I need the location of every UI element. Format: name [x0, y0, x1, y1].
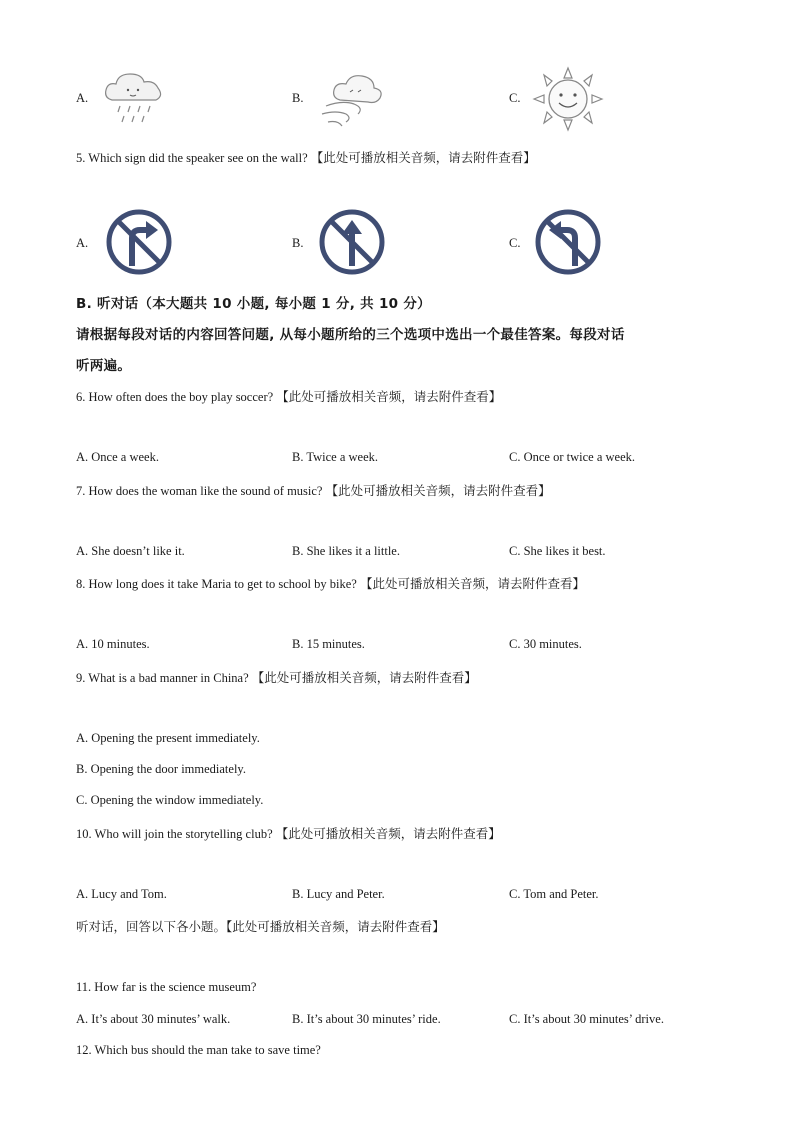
q11-option-c: C. It’s about 30 minutes’ drive.	[509, 1012, 664, 1026]
q7-option-a: A. She doesn’t like it.	[76, 544, 185, 558]
wind-cloud-icon	[318, 70, 388, 130]
q8-option-a: A. 10 minutes.	[76, 637, 150, 651]
audio-note[interactable]: 【此处可播放相关音频，请去附件查看】	[276, 389, 502, 404]
q4-option-a-label: A.	[76, 91, 89, 105]
no-straight-ahead-sign-icon	[317, 208, 387, 276]
question-9-text: 9. What is a bad manner in China?	[76, 671, 249, 685]
audio-note[interactable]: 【此处可播放相关音频，请去附件查看】	[226, 919, 445, 934]
q6-option-b: B. Twice a week.	[292, 450, 379, 464]
question-8	[76, 574, 585, 592]
question-9	[76, 668, 477, 686]
q9-option-c: C. Opening the window immediately.	[76, 793, 264, 807]
sun-icon	[530, 64, 606, 134]
section-b-heading: B. 听对话（本大题共 10 小题, 每小题 1 分, 共 10 分）	[76, 296, 431, 312]
q4-option-b-label: B.	[292, 91, 304, 105]
question-6	[76, 387, 501, 405]
q10-option-a: A. Lucy and Tom.	[76, 887, 167, 901]
question-10-text: 10. Who will join the storytelling club?	[76, 827, 273, 841]
q11-option-a: A. It’s about 30 minutes’ walk.	[76, 1012, 231, 1026]
audio-note[interactable]: 【此处可播放相关音频，请去附件查看】	[251, 670, 477, 685]
question-11	[76, 980, 256, 995]
q7-option-c: C. She likes it best.	[509, 544, 606, 558]
no-right-turn-sign-icon	[104, 208, 174, 276]
no-left-turn-sign-icon	[533, 208, 603, 276]
q5-option-c-label: C.	[509, 236, 521, 250]
audio-note[interactable]: 【此处可播放相关音频，请去附件查看】	[275, 826, 501, 841]
question-12-text: 12. Which bus should the man take to save time?	[76, 1043, 321, 1057]
q7-option-b: B. She likes it a little.	[292, 544, 400, 558]
audio-note[interactable]: 【此处可播放相关音频，请去附件查看】	[359, 576, 585, 591]
group-intro	[76, 917, 445, 935]
question-5-text: 5. Which sign did the speaker see on the wall?	[76, 151, 308, 165]
rain-cloud-icon	[100, 66, 170, 128]
group-intro-text: 听对话，回答以下各小题。	[76, 919, 227, 934]
section-b-instruction-line2: 听两遍。	[76, 358, 132, 374]
question-7-text: 7. How does the woman like the sound of music?	[76, 484, 323, 498]
q11-option-b: B. It’s about 30 minutes’ ride.	[292, 1012, 441, 1026]
q6-option-c: C. Once or twice a week.	[509, 450, 635, 464]
q5-option-a-label: A.	[76, 236, 89, 250]
question-11-text: 11. How far is the science museum?	[76, 980, 257, 994]
audio-note[interactable]: 【此处可播放相关音频，请去附件查看】	[310, 150, 536, 165]
q9-option-a: A. Opening the present immediately.	[76, 731, 260, 745]
question-7	[76, 481, 551, 499]
q5-option-b-label: B.	[292, 236, 304, 250]
q6-option-a: A. Once a week.	[76, 450, 159, 464]
audio-note[interactable]: 【此处可播放相关音频，请去附件查看】	[325, 483, 551, 498]
question-10	[76, 824, 501, 842]
section-b-instruction-line1: 请根据每段对话的内容回答问题, 从每小题所给的三个选项中选出一个最佳答案。每段对话	[76, 327, 625, 343]
q8-option-c: C. 30 minutes.	[509, 637, 582, 651]
q4-option-c-label: C.	[509, 91, 521, 105]
question-6-text: 6. How often does the boy play soccer?	[76, 390, 274, 404]
q10-option-c: C. Tom and Peter.	[509, 887, 599, 901]
question-8-text: 8. How long does it take Maria to get to school by bike?	[76, 577, 357, 591]
q10-option-b: B. Lucy and Peter.	[292, 887, 385, 901]
question-12	[76, 1043, 321, 1058]
q8-option-b: B. 15 minutes.	[292, 637, 365, 651]
q9-option-b: B. Opening the door immediately.	[76, 762, 246, 776]
question-5	[76, 148, 536, 166]
